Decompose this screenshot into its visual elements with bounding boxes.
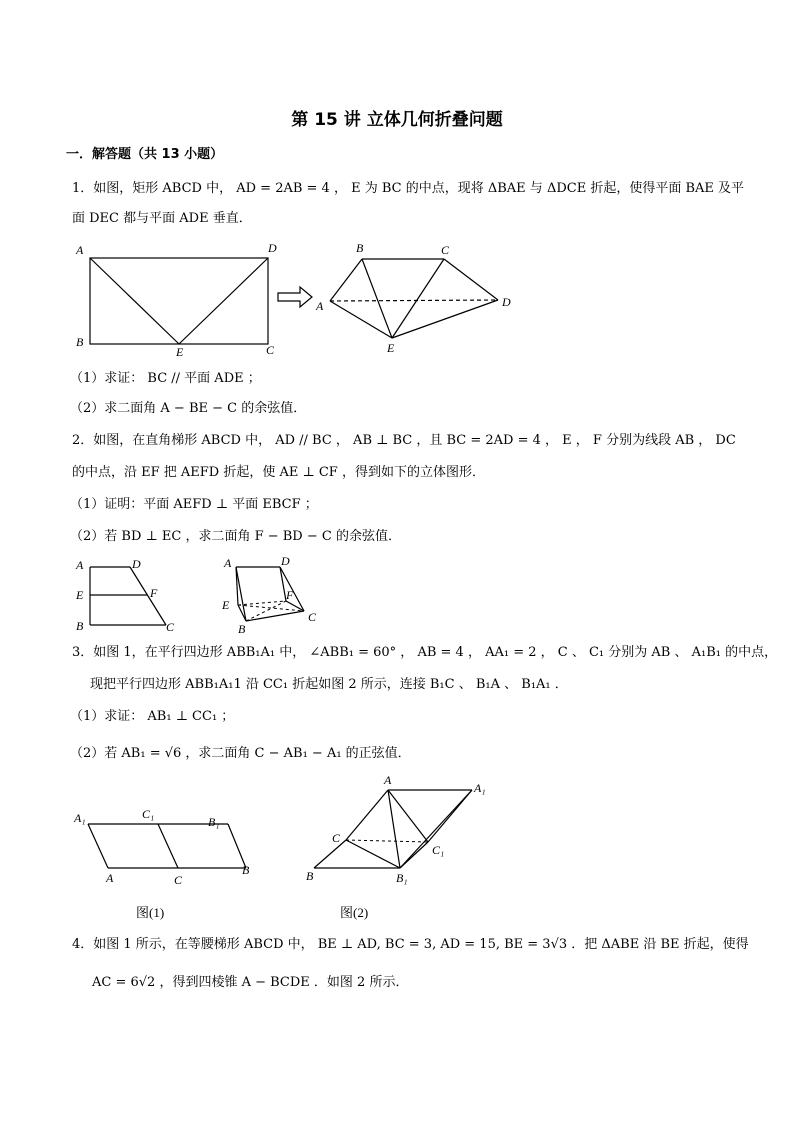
q4-text-line1: 4．如图 1 所示，在等腰梯形 ABCD 中， BE ⊥ AD, BC = 3, AD = 15, BE = 3√3 ．把 ΔABE 沿 BE 折起，使得 (72, 937, 749, 952)
page-title: 第 15 讲 立体几何折叠问题 (291, 110, 503, 130)
label-A: A (384, 773, 392, 787)
q2-figure-folded (218, 555, 338, 637)
label-B: B (306, 869, 314, 883)
label-B: B (356, 241, 364, 255)
label-E: E (222, 598, 230, 612)
q1-text-line1: 1．如图，矩形 ABCD 中， AD = 2AB = 4 ， E 为 BC 的中点，现将 ΔBAE 与 ΔDCE 折起，使得平面 BAE 及平 (72, 181, 745, 196)
label-A: A (224, 556, 232, 570)
q1-text-line2: 面 DEC 都与平面 ADE 垂直． (72, 211, 252, 226)
label-C: C (266, 343, 275, 357)
q3-sub1: （1）求证： AB₁ ⊥ CC₁ ； (70, 709, 235, 724)
label-C1: C₁ (432, 843, 445, 857)
label-A1: A₁ (74, 811, 86, 825)
label-D: D (132, 557, 141, 571)
label-A1: A₁ (474, 781, 486, 795)
label-C: C (166, 620, 175, 634)
q4-text-line2: AC = 6√2 ，得到四棱锥 A − BCDE ．如图 2 所示． (92, 975, 409, 990)
q2-text-line2: 的中点，沿 EF 把 AEFD 折起，使 AE ⊥ CF ，得到如下的立体图形． (72, 465, 485, 480)
label-C: C (441, 243, 450, 257)
label-B: B (76, 619, 84, 633)
label-A: A (106, 871, 114, 885)
label-D: D (502, 295, 511, 309)
section-heading: 一．解答题（共 13 小题） (66, 147, 224, 162)
label-E: E (76, 588, 84, 602)
q1-figure-folded (312, 240, 522, 360)
label-B1: B₁ (396, 871, 408, 885)
q1-sub1: （1）求证： BC // 平面 ADE ； (70, 371, 261, 386)
label-B1: B₁ (208, 815, 220, 829)
label-B: B (242, 863, 250, 877)
label-A: A (76, 243, 84, 257)
label-C: C (308, 610, 317, 624)
label-A: A (76, 558, 84, 572)
q3-figure-folded (298, 772, 508, 888)
label-B: B (238, 622, 246, 636)
q3-sub2: （2）若 AB₁ = √6 ，求二面角 C − AB₁ − A₁ 的正弦值． (70, 746, 411, 761)
label-D: D (281, 555, 290, 568)
label-C: C (332, 831, 341, 845)
label-E: E (387, 341, 395, 355)
q1-sub2: （2）求二面角 A − BE − C 的余弦值． (70, 401, 307, 416)
q1-figure-rectangle (70, 240, 290, 360)
label-D: D (268, 241, 277, 255)
label-F: F (286, 588, 294, 602)
label-A: A (316, 299, 324, 313)
q2-sub2: （2）若 BD ⊥ EC ，求二面角 F − BD − C 的余弦值． (70, 529, 401, 544)
q3-figure-parallelogram (70, 800, 270, 890)
figure-caption-1: 图(1) (136, 905, 165, 920)
q2-figure-trapezoid (70, 555, 190, 637)
label-E: E (176, 345, 184, 359)
q2-text-line1: 2．如图，在直角梯形 ABCD 中， AD // BC ， AB ⊥ BC ，且 BC = 2AD = 4 ， E ， F 分别为线段 AB ， DC (72, 433, 736, 448)
q3-text-line2: 现把平行四边形 ABB₁A₁1 沿 CC₁ 折起如图 2 所示，连接 B₁C 、 B₁A 、 B₁A₁ ． (90, 677, 568, 692)
figure-caption-2: 图(2) (340, 905, 369, 920)
label-C: C (174, 873, 183, 887)
label-C1: C₁ (142, 807, 155, 821)
q3-text-line1: 3．如图 1，在平行四边形 ABB₁A₁ 中， ∠ABB₁ = 60° ， AB = 4 ， AA₁ = 2 ， C 、 C₁ 分别为 AB 、 A₁B₁ 的中点， (72, 645, 778, 660)
arrow-icon (276, 285, 316, 309)
label-F: F (150, 586, 158, 600)
label-B: B (76, 335, 84, 349)
q2-sub1: （1）证明：平面 AEFD ⊥ 平面 EBCF ； (70, 497, 318, 512)
